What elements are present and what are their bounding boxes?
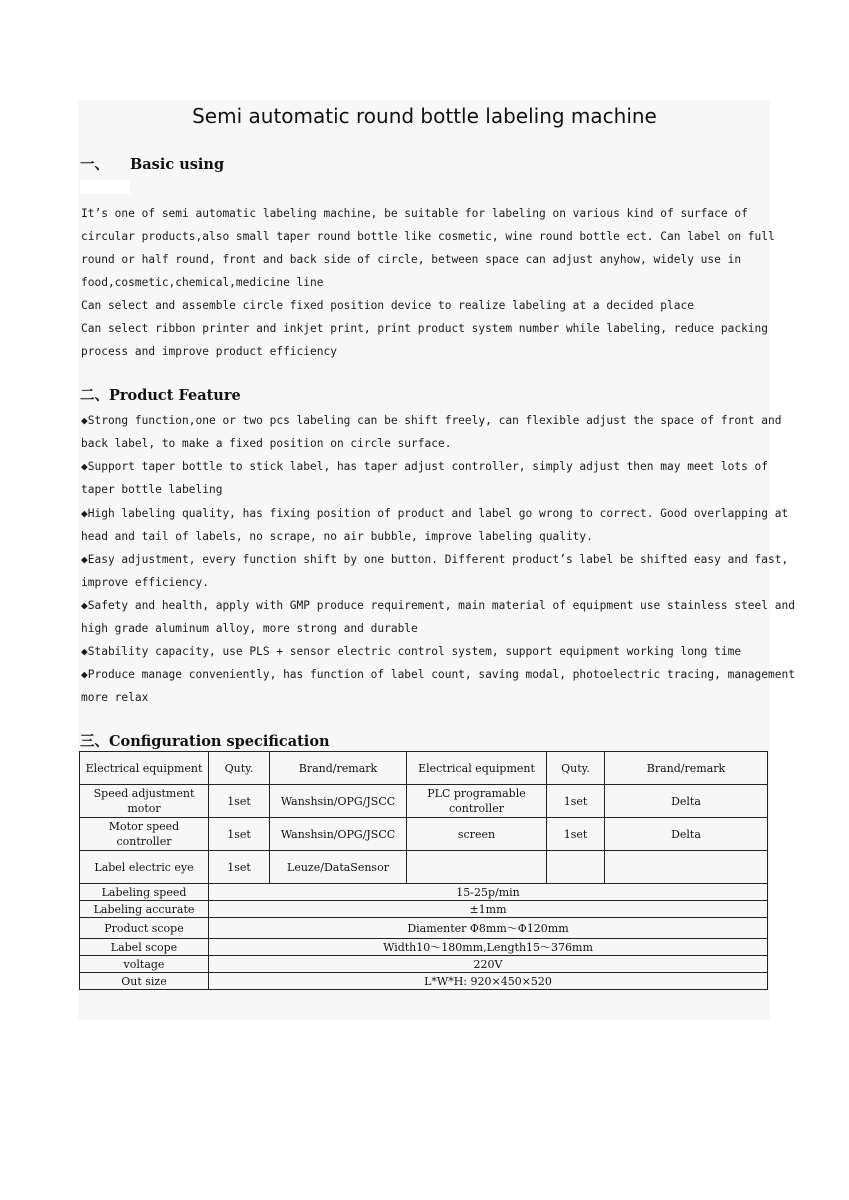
feature-line: more relax xyxy=(81,691,149,704)
feature-line: back label, to make a fixed position on circle surface. xyxy=(81,437,452,450)
table-cell: Leuze/DataSensor xyxy=(270,851,407,884)
table-cell: PLC programable controller xyxy=(407,785,547,818)
table-row xyxy=(80,884,768,901)
table-cell xyxy=(605,851,768,884)
table-cell: 1set xyxy=(547,785,605,818)
table-cell xyxy=(407,851,547,884)
table-row xyxy=(80,973,768,990)
configuration-table xyxy=(79,751,768,990)
feature-line: ◆Easy adjustment, every function shift by one button. Different product’s label be shifted easy and fast, xyxy=(81,553,789,566)
feature-line: ◆High labeling quality, has fixing position of product and label go wrong to correct. Good overlapping at xyxy=(81,507,789,520)
section-feature-number: 二、 xyxy=(80,387,109,404)
table-row xyxy=(80,956,768,973)
spec-value-cell: ±1mm xyxy=(209,901,768,918)
spec-label-cell: Out size xyxy=(80,973,209,990)
feature-line: ◆Produce manage conveniently, has function of label count, saving modal, photoelectric tracing, management xyxy=(81,668,795,681)
table-cell: Wanshsin/OPG/JSCC xyxy=(270,818,407,851)
document-title: Semi automatic round bottle labeling machine xyxy=(192,104,657,128)
table-cell: 1set xyxy=(209,818,270,851)
basic-line: food,cosmetic,chemical,medicine line xyxy=(81,276,324,289)
table-header-row xyxy=(80,752,768,785)
basic-line: process and improve product efficiency xyxy=(81,345,337,358)
spec-label-cell: Label scope xyxy=(80,939,209,956)
section-config-heading xyxy=(80,732,330,752)
section-config-number: 三、 xyxy=(80,733,109,750)
section-feature-heading xyxy=(80,386,241,406)
feature-line: ◆Strong function,one or two pcs labeling can be shift freely, can flexible adjust the space of front and xyxy=(81,414,782,427)
feature-line: taper bottle labeling xyxy=(81,483,223,496)
spec-value-cell: Diamenter Φ8mm～Φ120mm xyxy=(209,918,768,939)
feature-line: improve efficiency. xyxy=(81,576,209,589)
basic-line: Can select and assemble circle fixed position device to realize labeling at a decided place xyxy=(81,299,694,312)
table-cell: 1set xyxy=(209,785,270,818)
table-row xyxy=(80,818,768,851)
table-row xyxy=(80,901,768,918)
section-basic-number: 一、 xyxy=(80,156,109,173)
table-header-cell: Brand/remark xyxy=(270,752,407,785)
basic-line: circular products,also small taper round bottle like cosmetic, wine round bottle ect. Can label on full xyxy=(81,230,775,243)
feature-line: ◆Support taper bottle to stick label, has taper adjust controller, simply adjust then may meet lots of xyxy=(81,460,769,473)
table-row xyxy=(80,939,768,956)
spec-label-cell: Product scope xyxy=(80,918,209,939)
section-feature-title: Product Feature xyxy=(109,387,241,404)
section-config-title: Configuration specification xyxy=(109,733,330,750)
table-cell: 1set xyxy=(209,851,270,884)
feature-line: ◆Stability capacity, use PLS + sensor electric control system, support equipment working long time xyxy=(81,645,742,658)
table-cell: Delta xyxy=(605,785,768,818)
table-header-cell: Brand/remark xyxy=(605,752,768,785)
table-cell: Motor speed controller xyxy=(80,818,209,851)
spec-value-cell: Width10～180mm,Length15～376mm xyxy=(209,939,768,956)
spec-label-cell: Labeling speed xyxy=(80,884,209,901)
basic-line: round or half round, front and back side of circle, between space can adjust anyhow, widely use in xyxy=(81,253,742,266)
basic-line: It’s one of semi automatic labeling machine, be suitable for labeling on various kind of surface of xyxy=(81,207,748,220)
section-basic-heading xyxy=(80,155,224,175)
spec-value-cell: 220V xyxy=(209,956,768,973)
table-cell: Label electric eye xyxy=(80,851,209,884)
basic-line: Can select ribbon printer and inkjet print, print product system number while labeling, reduce packing xyxy=(81,322,769,335)
table-cell xyxy=(547,851,605,884)
table-row xyxy=(80,851,768,884)
table-header-cell: Quty. xyxy=(209,752,270,785)
table-row xyxy=(80,918,768,939)
table-header-cell: Electrical equipment xyxy=(407,752,547,785)
section-basic-title: Basic using xyxy=(130,156,225,173)
table-header-cell: Electrical equipment xyxy=(80,752,209,785)
spec-label-cell: Labeling accurate xyxy=(80,901,209,918)
spec-value-cell: 15-25p/min xyxy=(209,884,768,901)
spec-value-cell: L*W*H: 920×450×520 xyxy=(209,973,768,990)
table-header-cell: Quty. xyxy=(547,752,605,785)
table-cell: Speed adjustment motor xyxy=(80,785,209,818)
feature-line: high grade aluminum alloy, more strong and durable xyxy=(81,622,418,635)
table-cell: Wanshsin/OPG/JSCC xyxy=(270,785,407,818)
heading-highlight-gap xyxy=(80,180,130,194)
table-cell: Delta xyxy=(605,818,768,851)
table-cell: 1set xyxy=(547,818,605,851)
feature-line: ◆Safety and health, apply with GMP produce requirement, main material of equipment use stainless steel and xyxy=(81,599,795,612)
table-row xyxy=(80,785,768,818)
feature-line: head and tail of labels, no scrape, no air bubble, improve labeling quality. xyxy=(81,530,593,543)
table-cell: screen xyxy=(407,818,547,851)
spec-label-cell: voltage xyxy=(80,956,209,973)
